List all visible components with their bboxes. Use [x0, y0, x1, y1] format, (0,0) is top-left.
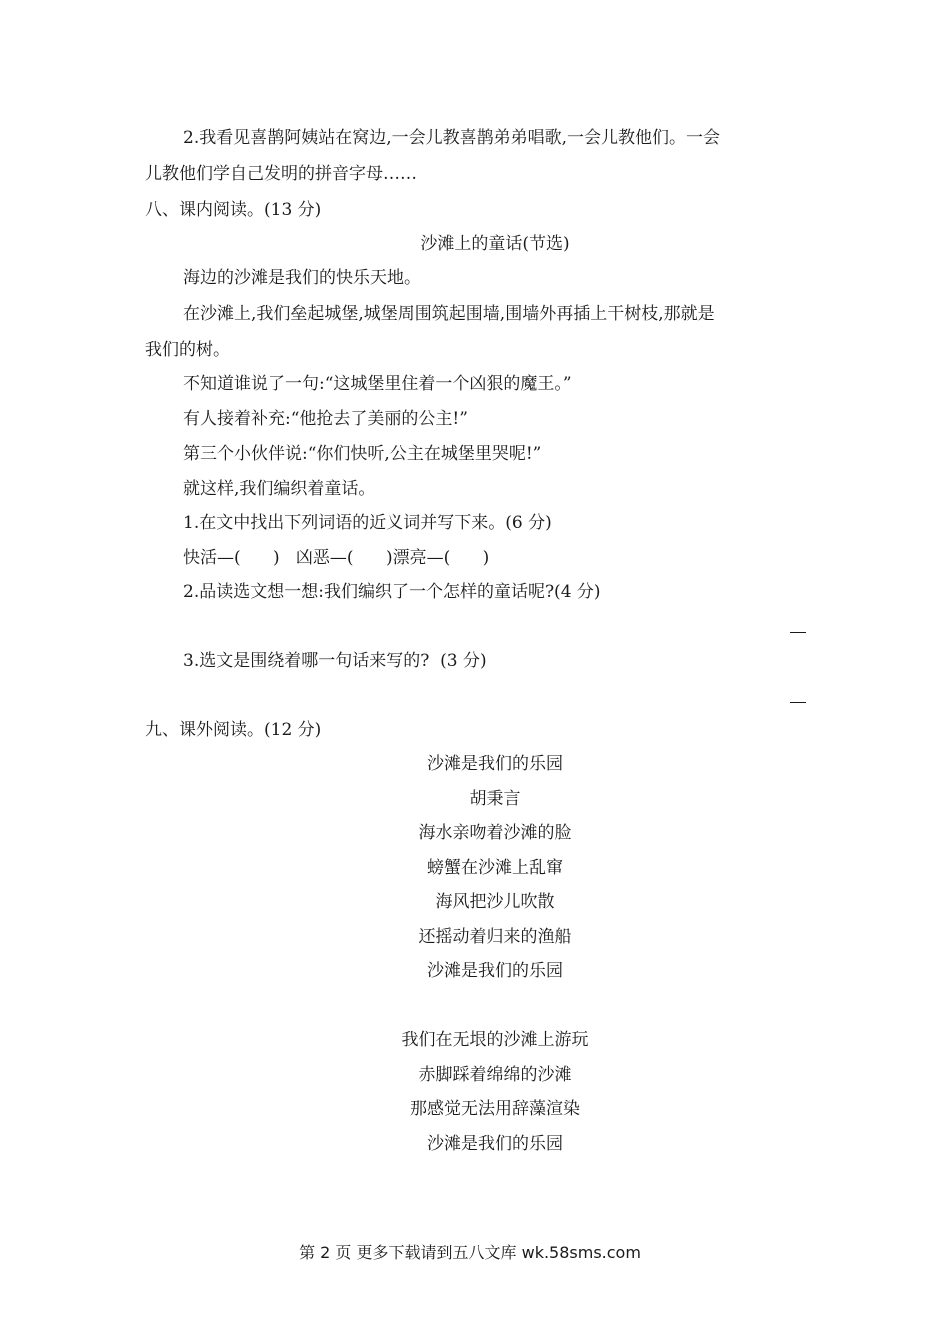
- poem-line: 我们在无垠的沙滩上游玩: [401, 1030, 589, 1050]
- paragraph: 就这样,我们编织着童话。: [183, 479, 376, 499]
- q7-item2-line2: 儿教他们学自己发明的拼音字母……: [145, 164, 417, 184]
- poem-line: 赤脚踩着绵绵的沙滩: [418, 1065, 572, 1085]
- passage-title: 沙滩上的童话(节选): [420, 234, 570, 254]
- question-3: 3.选文是围绕着哪一句话来写的? (3 分): [183, 651, 487, 671]
- question-1: 1.在文中找出下列词语的近义词并写下来。(6 分): [183, 513, 552, 533]
- poem-line: 还摇动着归来的渔船: [418, 927, 572, 947]
- q7-item2-line1: 2.我看见喜鹊阿姨站在窝边,一会儿教喜鹊弟弟唱歌,一会儿教他们。一会: [183, 128, 721, 148]
- answer-line-end: [790, 702, 806, 703]
- answer-line-end: [790, 632, 806, 633]
- paragraph: 第三个小伙伴说:“你们快听,公主在城堡里哭呢!”: [183, 444, 542, 464]
- page-footer: 第 2 页 更多下载请到五八文库 wk.58sms.com: [299, 1243, 641, 1262]
- poem-line: 螃蟹在沙滩上乱窜: [427, 858, 563, 878]
- paragraph: 在沙滩上,我们垒起城堡,城堡周围筑起围墙,围墙外再插上干树枝,那就是: [183, 304, 715, 324]
- question-1-blanks: 快活—( ) 凶恶—( )漂亮—( ): [183, 548, 490, 568]
- poem-line: 海水亲吻着沙滩的脸: [418, 823, 572, 843]
- question-2: 2.品读选文想一想:我们编织了一个怎样的童话呢?(4 分): [183, 582, 601, 602]
- poem-author: 胡秉言: [469, 789, 521, 809]
- section8-heading: 八、课内阅读。(13 分): [145, 200, 322, 220]
- poem-title: 沙滩是我们的乐园: [427, 754, 563, 774]
- paragraph: 我们的树。: [145, 340, 230, 360]
- paragraph: 不知道谁说了一句:“这城堡里住着一个凶狠的魔王。”: [183, 374, 572, 394]
- poem-line: 沙滩是我们的乐园: [427, 1134, 563, 1154]
- poem-line: 沙滩是我们的乐园: [427, 961, 563, 981]
- poem-line: 那感觉无法用辞藻渲染: [410, 1099, 580, 1119]
- poem-line: 海风把沙儿吹散: [435, 892, 555, 912]
- paragraph: 有人接着补充:“他抢去了美丽的公主!”: [183, 409, 468, 429]
- paragraph: 海边的沙滩是我们的快乐天地。: [183, 268, 421, 288]
- section9-heading: 九、课外阅读。(12 分): [145, 720, 322, 740]
